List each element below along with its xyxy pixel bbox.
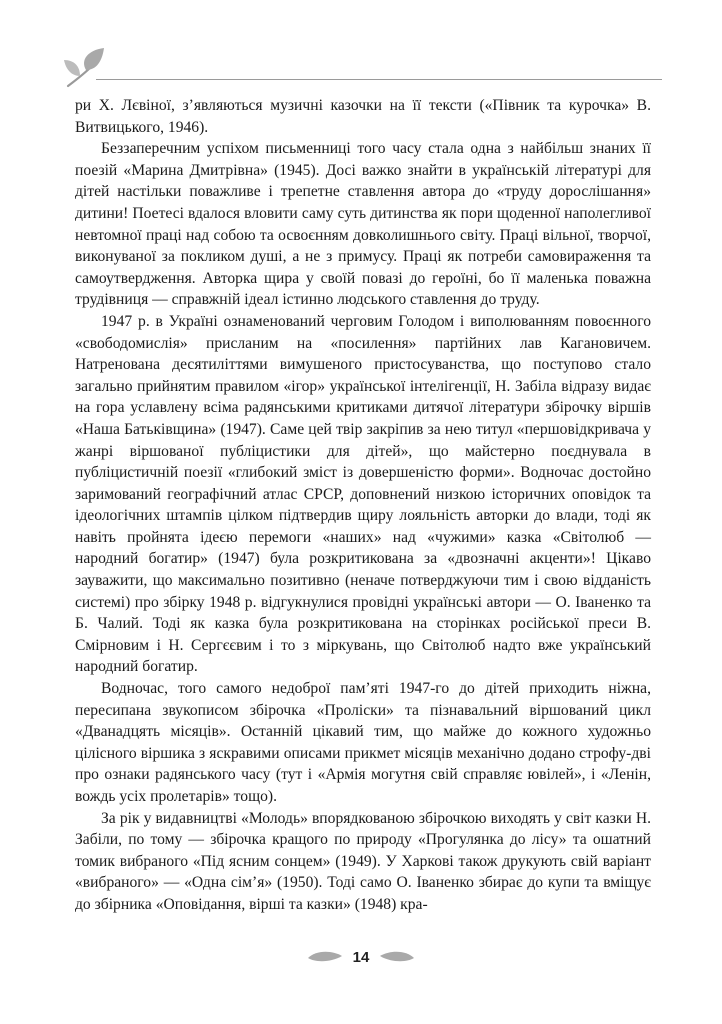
leaf-left-icon [306,950,344,964]
paragraph-5: За рік у видавництві «Молодь» впорядкованою збірочкою виходять у світ казки Н. Забіли, по тому — збірочка кращого по природу «Прогулянка до лісу» та ошатний томик вибраного «Під ясним сонцем» (1949). У Харкові також друкують свій варіант «вибраного» — «Одна сім’я» (1950). Тоді само О. Іваненко збирає до купи та вміщує до збірника «Оповідання, вірші та казки» (1948) кра- [75,809,651,913]
paragraph-3: 1947 р. в Україні ознаменований черговим Голодом і виполюванням повоєнного «свободомислія» присланим на «посилення» партійних лав Кагановичем. Натренована десятиліттями вимушеного пристосуванства, що поступово стало загально прийнятим правилом «ігор» української інтелігенції, Н. Забіла відразу видає на гора уславлену всіма радянськими критиками дитячої літератури збірочку віршів «Наша Батьківщина» (1947). Саме цей твір закріпив за нею титул «першовідкривача у жанрі віршованої публіцистики для дітей», що майстерно поєднувала в публіцистичній поезії «глибокий зміст із довершеністю форми». Водночас достойно заримований географічний атлас СРСР, доповнений низкою історичних оповідок та ідеологічних штампів цілком підтвердив щиру лояльність авторки до влади, тоді як навіть пройнята ідеєю перемоги «наших» над «чужими» казка «Світолюб — народний богатир» (1947) була розкритикована за «двозначні акценти»! Цікаво зауважити, що максимально позитивно (неначе потверджуючи тим і свою відданість системі) про збірку 1948 р. відгукнулися провідні українські автори — О. Іваненко та Б. Чалий. Тоді як казка була розкритикована на сторінках російської преси В. Смірновим і Н. Сергєєвим і то з міркувань, що Світолюб надто вже український народний богатир. [75,312,651,676]
paragraph-4: Водночас, того самого недоброї пам’яті 1947-го до дітей приходить ніжна, пересипана звукописом збірочка «Проліски» та пізнавальний віршований цикл «Дванадцять місяців». Останній цікавий тим, що майже до кожного художньо цілісного віршика з яскравими описами прикмет місяців механічно додано строфу-дві про ознаки радянського часу (тут і «Армія могутня свій справляє ювілей», і «Ленін, вождь усіх пролетарів» тощо). [75,680,651,805]
header-rule [96,79,662,80]
page-footer [0,945,722,969]
leaf-sprig-icon [62,46,110,92]
leaf-right-icon [378,950,416,964]
paragraph-1: ри Х. Лєвіної, з’являються музичні казочки на її тексти («Півник та курочка» В. Витвицького, 1946). [75,97,651,136]
page-number: 14 [352,948,370,966]
paragraph-2: Беззаперечним успіхом письменниці того часу стала одна з найбільш знаних її поезій «Марина Дмитрівна» (1945). Досі важко знайти в українській літературі для дітей настільки поважливе і трепетне ставлення автора до «труду дорослішання» дитини! Поетесі вдалося вловити саму суть дитинства як пори щоденної наполегливої невтомної праці над собою та освоєнням довколишнього світу. Праці вільної, творчої, виконуваної за покликом душі, а не з примусу. Праці як потреби самовираження та самоутвердження. Авторка щира у своїй повазі до героїні, бо її маленька поважна трудівниця — справжній ідеал істинно людського ставлення до труду. [75,140,651,309]
page-text [75,95,651,916]
